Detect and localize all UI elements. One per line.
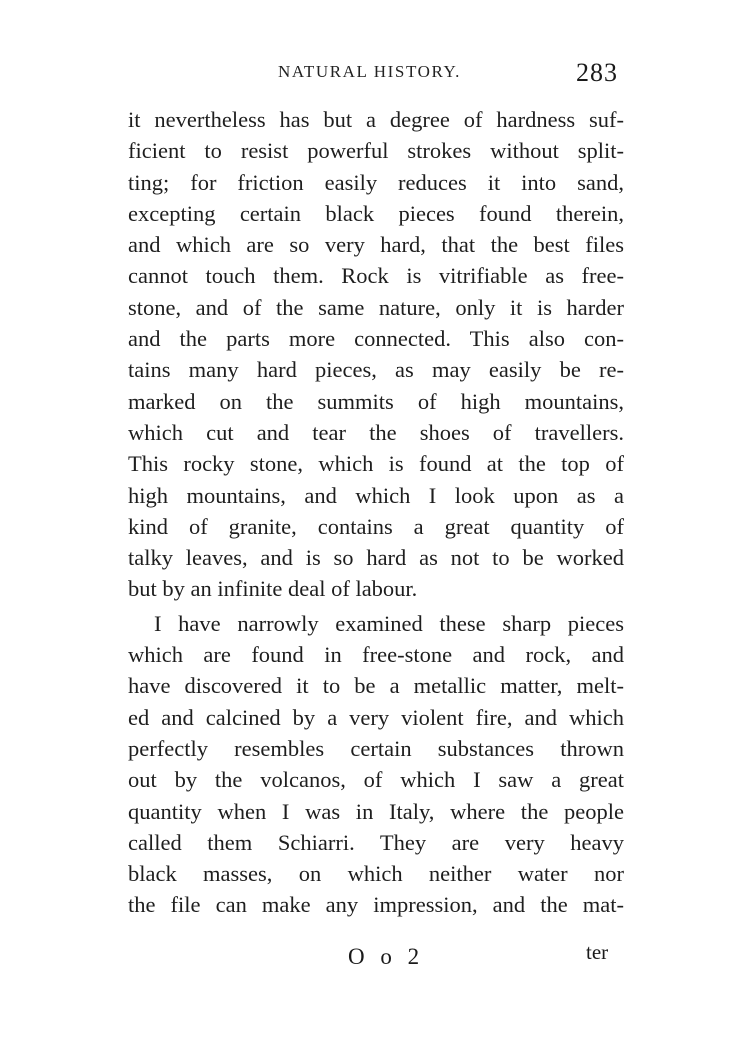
text-line: cannot touch them. Rock is vitrifiable as free- [128, 263, 624, 289]
text-line: quantity when I was in Italy, where the people [128, 798, 624, 824]
text-line: excepting certain black pieces found therein, [128, 200, 624, 226]
text-line: which are found in free-stone and rock, and [128, 642, 624, 668]
text-line: marked on the summits of high mountains, [128, 388, 624, 414]
text-line: it nevertheless has but a degree of hardness suf- [128, 107, 624, 132]
signature-mark: O o 2 [348, 944, 425, 969]
text-line: stone, and of the same nature, only it is harder [128, 294, 624, 320]
text-line: black masses, on which neither water nor [128, 861, 624, 887]
text-line: and the parts more connected. This also con- [128, 326, 624, 352]
text-line: This rocky stone, which is found at the top of [128, 451, 624, 477]
text-line: I have narrowly examined these sharp pieces [154, 610, 624, 636]
text-line: have discovered it to be a metallic matter, melt- [128, 673, 624, 699]
text-line: kind of granite, contains a great quantity of [128, 513, 624, 539]
text-line: ficient to resist powerful strokes without split- [128, 138, 624, 164]
running-head [0, 60, 750, 90]
text-line: called them Schiarri. They are very heavy [128, 829, 624, 855]
text-line: which cut and tear the shoes of travellers. [128, 419, 624, 445]
text-line: ting; for friction easily reduces it into sand, [128, 169, 624, 195]
text-line: talky leaves, and is so hard as not to be worked [128, 545, 624, 571]
catchword: ter [586, 940, 609, 964]
text-line: but by an infinite deal of labour. [128, 576, 418, 602]
text-line: ed and calcined by a very violent fire, and which [128, 704, 624, 730]
text-line: high mountains, and which I look upon as a [128, 482, 624, 508]
text-line: tains many hard pieces, as may easily be re- [128, 357, 624, 383]
text-line: out by the volcanos, of which I saw a great [128, 767, 624, 793]
body-text [128, 104, 624, 921]
running-title: NATURAL HISTORY. [278, 62, 462, 81]
text-line: the file can make any impression, and the mat- [128, 892, 624, 918]
paragraph-2 [128, 608, 624, 921]
paragraph-1 [128, 104, 624, 605]
page-number: 283 [576, 58, 618, 87]
page-footer [0, 940, 750, 980]
text-line: perfectly resembles certain substances thrown [128, 735, 624, 761]
text-line: and which are so very hard, that the best files [128, 232, 624, 258]
